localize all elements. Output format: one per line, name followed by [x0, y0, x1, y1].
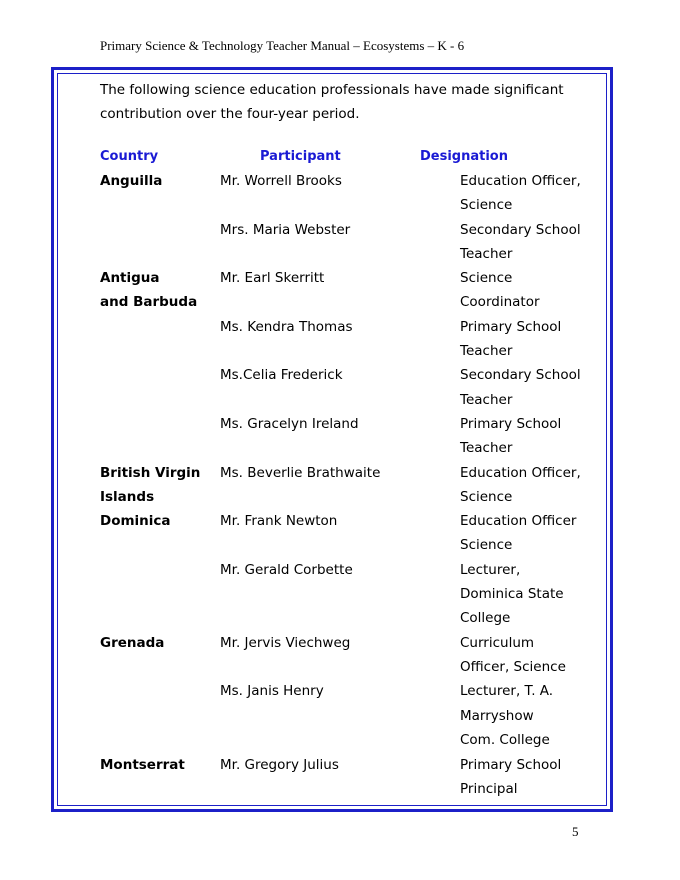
designation-cell: [460, 412, 561, 461]
participant-cell: Ms. Kendra Thomas: [220, 318, 353, 335]
designation-line: Teacher: [460, 343, 513, 360]
column-header-designation: Designation: [420, 149, 508, 164]
designation-cell: [460, 461, 581, 510]
country-line: Antigua: [100, 270, 160, 287]
designation-cell: [460, 363, 581, 412]
country-line: Grenada: [100, 634, 165, 651]
country-cell: [100, 461, 200, 510]
designation-line: Primary School: [460, 318, 562, 335]
designation-line: Science: [460, 270, 513, 287]
designation-cell: [460, 679, 553, 752]
participant-cell: Mr. Earl Skerritt: [220, 270, 325, 287]
participant-cell: Mr. Frank Newton: [220, 513, 338, 530]
designation-line: Primary School: [460, 416, 562, 432]
participant-cell: Ms. Janis Henry: [220, 683, 324, 700]
designation-line: Education Officer: [460, 513, 577, 530]
country-cell: [100, 266, 197, 315]
designation-line: Primary School: [460, 757, 562, 774]
participant-cell: Mr. Worrell Brooks: [220, 173, 342, 189]
designation-cell: [460, 509, 576, 558]
designation-line: Officer, Science: [460, 658, 566, 675]
designation-line: Lecturer,: [460, 561, 521, 578]
designation-line: Principal: [460, 781, 518, 798]
intro-line: contribution over the four-year period.: [100, 106, 360, 122]
intro-paragraph: [100, 78, 600, 126]
designation-line: Secondary School: [460, 367, 581, 384]
column-header-participant: Participant: [260, 149, 341, 164]
country-line: Anguilla: [100, 173, 163, 189]
designation-cell: [460, 558, 564, 631]
participant-cell: Mr. Jervis Viechweg: [220, 634, 351, 651]
designation-line: Education Officer,: [460, 173, 581, 189]
designation-line: Teacher: [460, 391, 513, 408]
designation-cell: [460, 266, 540, 315]
designation-line: Lecturer, T. A.: [460, 683, 554, 700]
designation-cell: [460, 315, 561, 364]
designation-cell: [460, 218, 581, 267]
country-line: Dominica: [100, 513, 171, 530]
designation-line: Marryshow: [460, 707, 534, 724]
designation-line: Curriculum: [460, 634, 535, 651]
country-line: British Virgin: [100, 464, 201, 481]
running-header: Primary Science & Technology Teacher Manual – Ecosystems – K - 6: [100, 38, 465, 53]
designation-line: Teacher: [460, 440, 513, 457]
country-cell: [100, 169, 162, 193]
country-line: Islands: [100, 488, 155, 505]
column-header-country: Country: [100, 149, 159, 164]
participant-cell: Mr. Gregory Julius: [220, 757, 339, 774]
designation-line: Dominica State: [460, 586, 564, 603]
participant-cell: Ms.Celia Frederick: [220, 367, 343, 384]
designation-line: Com. College: [460, 731, 550, 748]
designation-line: Science: [460, 197, 513, 214]
designation-line: Coordinator: [460, 294, 540, 311]
participant-cell: Mrs. Maria Webster: [220, 221, 351, 238]
designation-line: Science: [460, 537, 513, 554]
designation-cell: [460, 631, 566, 680]
participant-cell: Mr. Gerald Corbette: [220, 561, 353, 578]
designation-line: Science: [460, 488, 513, 505]
country-line: Montserrat: [100, 757, 185, 774]
designation-cell: [460, 753, 561, 802]
participant-cell: Ms. Gracelyn Ireland: [220, 416, 359, 432]
participant-cell: Ms. Beverlie Brathwaite: [220, 464, 381, 481]
country-cell: [100, 509, 171, 533]
designation-cell: [460, 169, 581, 218]
intro-line: The following science education professionals have made significant: [100, 82, 564, 98]
page-number: 5: [572, 824, 579, 839]
country-cell: [100, 631, 164, 655]
designation-line: Education Officer,: [460, 464, 581, 481]
designation-line: Teacher: [460, 245, 513, 262]
designation-line: College: [460, 610, 511, 627]
country-line: and Barbuda: [100, 294, 198, 311]
country-cell: [100, 753, 185, 777]
designation-line: Secondary School: [460, 221, 581, 238]
